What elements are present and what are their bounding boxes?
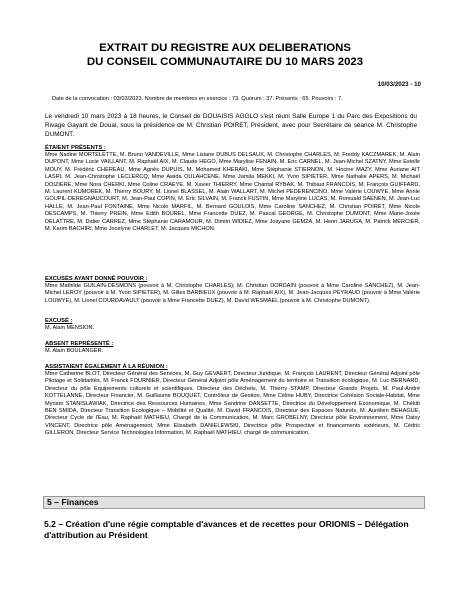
deliberation-reference: 10/03/2023 - 10 [377, 81, 421, 88]
document-title-line2: DU CONSEIL COMMUNAUTAIRE DU 10 MARS 2023 [86, 56, 364, 68]
assistants-heading: ASSISTAIENT ÉGALEMENT À LA RÉUNION : [45, 364, 168, 370]
section-excuse [45, 318, 420, 332]
pouvoirs-list: Mme Mathilde GUILAIN-DESMONS (pouvoir à M. Christophe CHARLES), M. Christian DORDAIN (pouvoir à Mme Caroline SANCHEZ), M. Jean-Michel LEROY (pouvoir à M. Yvon SIPIETER), M. Gilles BARBIEUX (pouvoir à M. Raphaël AIX), M. Jean-Jacques PEYRAUD (pouvoir à Mme Valérie LOUWYE), M. Lionel COURDAVAULT (pouvoir à Mme Francette DUEZ), M. David WESMAEL (pouvoir à M. Christophe DUMONT). [45, 283, 420, 304]
assistants-list: Mme Catherine BLOT, Directeur Général des Services, M. Guy GEVAERT, Directeur Juridique, M. François LAURENT, Directeur Général Adjoint pôle Pilotage et Solidarités, M. Franck FOURNIER, Directeur Général Adjoint pôle Aménagement du territoire et Transition écologique, M. Luc BERNARD, Directeur du pôle Equipements culturels et scientifiques, Directeur des Déchets, M. Thierry STAMP, Directeur Grands Projets, M. Paul-André KOTTELANNE, Directeur Financier, M. Guillaume BOUQUET, Contrôleur de Gestion, Mme Céline HUBY, Directrice Cohésion Sociale-Habitat, Mme Myriam STANISLAWIAK, Directrice des Ressources Humaines, Mme Sandrine DANSETTE, Directrice du Développement Economique, M. Chékib BEN SMIDA, Directeur Transition Ecologique – Mobilité et Qualité, M. David FRANCOIS, Directeur des Espaces Naturels, M. Aurélien BEHAGUE, Directeur Cycle de l'Eau, M. Raphaël MATHIEU, Chargé de la Communication, M. Marc GROBELNY, Directeur pôle Environnement, Mme Daisy VINCENT, Directrice pôle Aménagement, Mme Elisabeth DANIELEWSKI, Directrice pôle Prospective et financements extérieurs, M. Cédric GILLERON, Directeur Service Technologies Information, M. Raphaël MATHIEU, chargé de communication. [45, 371, 420, 437]
section-presents [45, 145, 420, 233]
section-absent [45, 341, 420, 355]
absent-heading: ABSENT REPRÉSENTÉ : [45, 341, 114, 347]
excuse-heading: EXCUSÉ : [45, 318, 73, 324]
deliberation-subject: 5.2 – Création d'une régie comptable d'avances et de recettes pour ORIONIS – Délégation d'attribution au Président [44, 519, 409, 540]
convocation-meta: Date de la convocation : 03/03/2023. Nombre de membres en exercice : 73. Quorum : 37. Présents : 65. Pouvoirs : 7. [52, 96, 343, 102]
intro-paragraph: Le vendredi 10 mars 2023 à 18 heures, le Conseil de DOUAISIS AGGLO s'est réuni Salle Europe 1 du Parc des Expositions du Rivage Gayant de Douai, sous la présidence de M. Christian POIRET, Président, avec pour Secrétaire de séance M. Christophe DUMONT. [45, 113, 417, 138]
document-title-line1: EXTRAIT DU REGISTRE AUX DELIBERATIONS [99, 42, 351, 54]
absent-text: M. Alain BOULANGER. [45, 348, 104, 354]
pouvoirs-heading: EXCUSÉS AYANT DONNÉ POUVOIR : [45, 276, 148, 282]
presents-list: Mme Nadine MORTELETTE, M. Bruno VANDEVILLE, Mme Lisiane DUBUS DELSAUX, M. Christophe CHARLES, M. Freddy KACZMAREK, M. Alain DUPONT, Mme Lucie VAILLANT, M. Raphaël AIX, M. Claude HEGO, Mme Marylise FENAIN, M. Eric CARNEL, M. Jean-Michel SZATNY, Mme Estelle MOUY, M. Frédéric CHEREAU, Mme Agnès DUPUIS, M. Mohamed KHERAKI, Mme Stéphanie STIERNON, M. Hocine MAZY, Mme Auriane AIT LASRI, M. Jean-Christophe LECLERCQ, Mme Awida OULAHCENE, Mme Jamila MEKKI, M. Yvon SIPIETER, Mme Nathalie APERS, M. Michaël DOIZIERE, Mme Nora CHERKI, Mme Coline CRAEYE, M. Xavier THIERRY, Mme Chantal RYBAK, M. Thibaut FRANCOIS, M. François GUIFFARD, M. Laurent KUMOREK, M. Thierry BOURY, M. Lionel BLASSEL, M. Alain WALLART, M. Michel PEDERENCINO, Mme Valérie LOUWYE, Mme Annie GOUPIL-DEREGNAUCOURT, M. Jean-Paul COPIN, M. Eric SILVAIN, M. Franck FUSTIN, Mme Maryline LUCAS, M. Romuald SAENEN, M. Jean-Luc HALLE, M. Jean-Paul FONTAINE, Mme Nicole MARFIL, M. Bernard GOULOIS, Mme Caroline SANCHEZ, M. Christian POIRET, Mme Nicole DESCAMPS, M. Thierry PREIN, Mme Edith BOUREL, Mme Francette DUEZ, M. Pascal GEORGE, M. Christophe DUMONT, Mme Marie-Josée DELATTRE, M. Didier CARREZ, Mme Stéphanie CARAMOUR, M. Dimitri WIDIEZ, Mme Josyane GEMZA, M. Henri JARUGA, M. Patrick MERCIER, M. Karim BACHIRI, Mme Jocelyne CHARLET, M. Jacques MICHON. [45, 152, 420, 233]
finances-section-header: 5 – Finances [43, 496, 425, 509]
presents-heading: ÉTAIENT PRÉSENTS : [45, 145, 106, 151]
section-pouvoirs [45, 276, 420, 305]
excuse-text: M. Alain MENSION. [45, 325, 95, 331]
section-assistants [45, 364, 420, 438]
